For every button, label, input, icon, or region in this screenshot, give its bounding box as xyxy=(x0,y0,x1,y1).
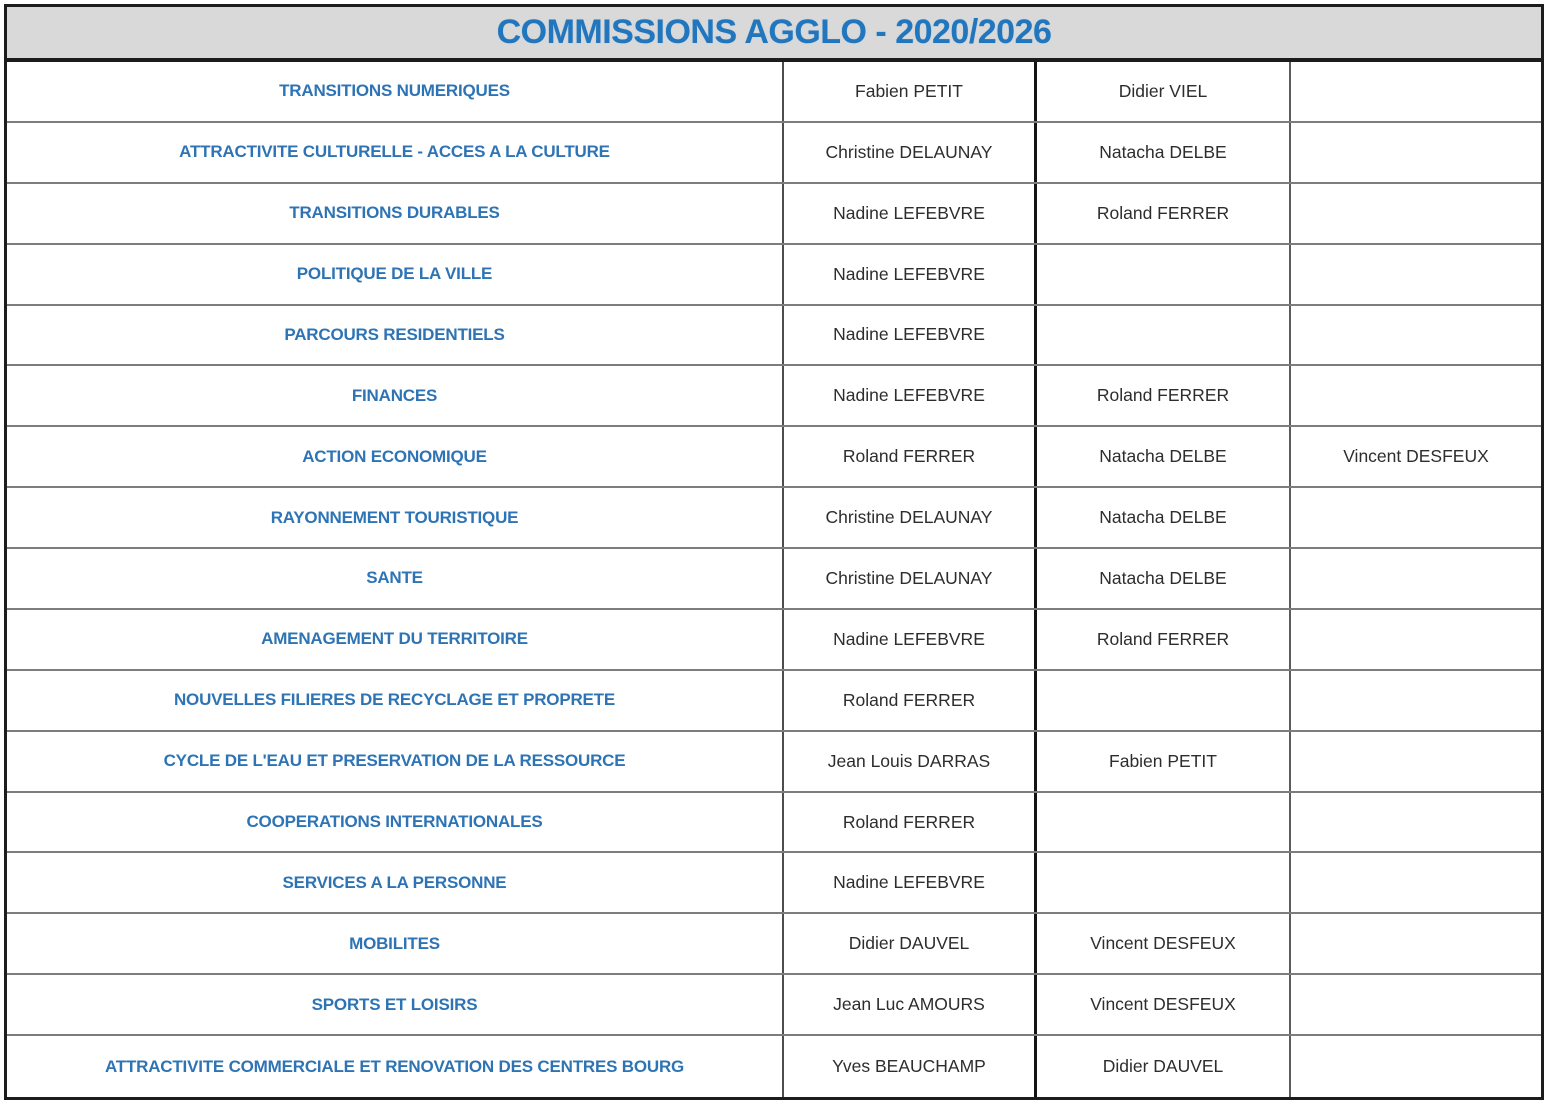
table-row xyxy=(7,793,1541,854)
member-cell-3 xyxy=(1291,549,1541,608)
commission-cell: ATTRACTIVITE CULTURELLE - ACCES A LA CULTURE xyxy=(7,123,784,182)
member-cell-2: Vincent DESFEUX xyxy=(1037,914,1291,973)
member-cell-2: Natacha DELBE xyxy=(1037,427,1291,486)
commission-cell: POLITIQUE DE LA VILLE xyxy=(7,245,784,304)
table-row xyxy=(7,488,1541,549)
commission-cell: NOUVELLES FILIERES DE RECYCLAGE ET PROPRETE xyxy=(7,671,784,730)
member-cell-1: Nadine LEFEBVRE xyxy=(784,184,1037,243)
table-row xyxy=(7,306,1541,367)
member-cell-1: Roland FERRER xyxy=(784,671,1037,730)
member-cell-1: Christine DELAUNAY xyxy=(784,488,1037,547)
member-cell-1: Christine DELAUNAY xyxy=(784,123,1037,182)
member-cell-1: Fabien PETIT xyxy=(784,62,1037,121)
member-cell-2: Fabien PETIT xyxy=(1037,732,1291,791)
member-cell-3 xyxy=(1291,488,1541,547)
member-cell-1: Roland FERRER xyxy=(784,793,1037,852)
commission-cell: FINANCES xyxy=(7,366,784,425)
table-row xyxy=(7,975,1541,1036)
member-cell-3: Vincent DESFEUX xyxy=(1343,446,1489,467)
member-cell-2 xyxy=(1037,853,1291,912)
member-cell-3 xyxy=(1291,123,1541,182)
member-cell-2: Roland FERRER xyxy=(1037,610,1291,669)
member-cell-3 xyxy=(1291,975,1541,1034)
commission-cell: ATTRACTIVITE COMMERCIALE ET RENOVATION DES CENTRES BOURG xyxy=(7,1036,784,1097)
member-cell-3 xyxy=(1291,732,1541,791)
member-cell-3 xyxy=(1291,793,1541,852)
member-cell-2: Natacha DELBE xyxy=(1037,488,1291,547)
member-cell-1: Nadine LEFEBVRE xyxy=(784,366,1037,425)
member-cell-3 xyxy=(1291,610,1541,669)
member-cell-1: Nadine LEFEBVRE xyxy=(784,306,1037,365)
member-cell-2: Roland FERRER xyxy=(1037,184,1291,243)
table-row xyxy=(7,123,1541,184)
member-cell-1: Jean Luc AMOURS xyxy=(784,975,1037,1034)
member-cell-1: Roland FERRER xyxy=(784,427,1037,486)
table-title: COMMISSIONS AGGLO - 2020/2026 xyxy=(496,13,1052,51)
table-row xyxy=(7,184,1541,245)
commission-cell: AMENAGEMENT DU TERRITOIRE xyxy=(7,610,784,669)
member-cell-3 xyxy=(1291,1036,1541,1097)
member-cell-3 xyxy=(1291,671,1541,730)
member-cell-3 xyxy=(1291,245,1541,304)
table-row xyxy=(7,1036,1541,1097)
commission-cell: CYCLE DE L'EAU ET PRESERVATION DE LA RESSOURCE xyxy=(7,732,784,791)
table-row xyxy=(7,732,1541,793)
member-cell-2: Natacha DELBE xyxy=(1037,123,1291,182)
member-cell-1: Didier DAUVEL xyxy=(784,914,1037,973)
member-cell-1: Jean Louis DARRAS xyxy=(784,732,1037,791)
commission-cell: PARCOURS RESIDENTIELS xyxy=(7,306,784,365)
member-cell-2: Vincent DESFEUX xyxy=(1037,975,1291,1034)
commission-cell: ACTION ECONOMIQUE xyxy=(7,427,784,486)
member-cell-3 xyxy=(1291,306,1541,365)
member-cell-2 xyxy=(1037,793,1291,852)
member-cell-2 xyxy=(1037,671,1291,730)
commission-cell: SERVICES A LA PERSONNE xyxy=(7,853,784,912)
member-cell-2: Didier DAUVEL xyxy=(1037,1036,1291,1097)
member-cell-3 xyxy=(1291,914,1541,973)
member-cell-1: Christine DELAUNAY xyxy=(784,549,1037,608)
table-row xyxy=(7,366,1541,427)
table-row xyxy=(7,549,1541,610)
table-row xyxy=(7,610,1541,671)
commission-cell: TRANSITIONS NUMERIQUES xyxy=(7,62,784,121)
member-cell-1: Nadine LEFEBVRE xyxy=(784,610,1037,669)
commission-cell: COOPERATIONS INTERNATIONALES xyxy=(7,793,784,852)
member-cell-1: Nadine LEFEBVRE xyxy=(784,853,1037,912)
member-cell-2: Didier VIEL xyxy=(1037,62,1291,121)
table-row xyxy=(7,62,1541,123)
member-cell-3 xyxy=(1291,62,1541,121)
member-cell-1: Yves BEAUCHAMP xyxy=(784,1036,1037,1097)
table-row xyxy=(7,853,1541,914)
table-row xyxy=(7,427,1541,488)
commission-cell: SANTE xyxy=(7,549,784,608)
commission-cell: RAYONNEMENT TOURISTIQUE xyxy=(7,488,784,547)
table-row xyxy=(7,671,1541,732)
commissions-table xyxy=(4,4,1544,1100)
member-cell-2: Roland FERRER xyxy=(1037,366,1291,425)
member-cell-1: Nadine LEFEBVRE xyxy=(784,245,1037,304)
table-row xyxy=(7,245,1541,306)
table-row xyxy=(7,914,1541,975)
member-cell-3 xyxy=(1291,184,1541,243)
member-cell-2: Natacha DELBE xyxy=(1037,549,1291,608)
commission-cell: SPORTS ET LOISIRS xyxy=(7,975,784,1034)
member-cell-3 xyxy=(1291,853,1541,912)
member-cell-2 xyxy=(1037,306,1291,365)
member-cell-3 xyxy=(1291,366,1541,425)
member-cell-2 xyxy=(1037,245,1291,304)
table-body xyxy=(4,62,1544,1100)
table-title-bar xyxy=(4,4,1544,62)
commission-cell: TRANSITIONS DURABLES xyxy=(7,184,784,243)
commission-cell: MOBILITES xyxy=(7,914,784,973)
